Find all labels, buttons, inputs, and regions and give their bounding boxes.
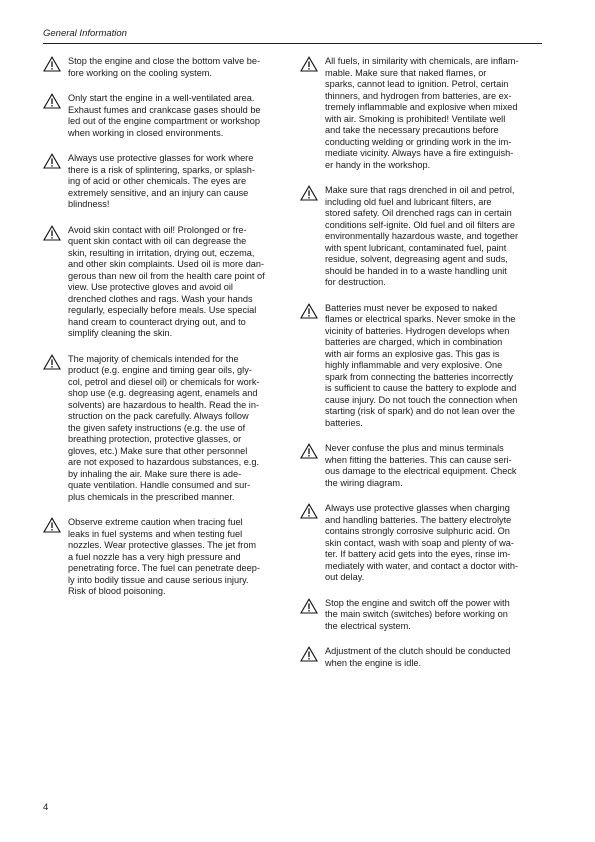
warning-triangle-icon: [300, 503, 318, 519]
warning-text: Avoid skin contact with oil! Prolonged or fre- quent skin contact with oil can degrease the skin, resulting in irritation, drying out, eczema, and other skin complaints. Used oil is more dan- gerous than new oil from the health care point of view. Use protective gloves and avoid oil drenched clothes and rags. Wash your hands regularly, especially before meals. Use special hand cream to counteract drying out, and to simplify cleaning the skin.: [68, 224, 265, 338]
warning-triangle-icon: [300, 443, 318, 459]
page-number: 4: [43, 802, 49, 813]
warning-text: Always use protective glasses for work where there is a risk of splintering, sparks, or splash- ing of acid or other chemicals. The eyes are extremely sensitive, and an injury can cause blindness!: [68, 153, 255, 209]
warning-triangle-icon: [43, 153, 61, 169]
warning-text: Observe extreme caution when tracing fuel leaks in fuel systems and when testing fuel nozzles. Wear protective glasses. The jet from a fuel nozzle has a very high pressure and penetrating force. The fuel can penetrate deep- ly into bodily tissue and cause serious injury. Risk of blood poisoning.: [68, 517, 260, 596]
warning-text: All fuels, in similarity with chemicals, are inflam- mable. Make sure that naked flames, or sparks, cannot lead to ignition. Petrol, certain thinners, and hydrogen from batteries, are ex- tremely inflammable and explosive when mixed with air. Smoking is prohibited! Ventilate well and take the necessary precautions before conducting welding or grinding work in the im- mediate vicinity. Always have a fire extinguish- er handy in the workshop.: [325, 56, 519, 170]
warning-text: The majority of chemicals intended for the product (e.g. engine and timing gear oils, gly- col, petrol and diesel oil) or chemicals for work- shop use (e.g. degreasing agent, enamels and solvents) are hazardous to health. Read the in- struction on the pack carefully. Always follow the given safety instructions (e.g. the use of breathing protection, protective glasses, or gloves, etc.) Make sure that other personnel are not exposed to hazardous substances, e.g. by inhaling the air. Make sure there is ade- quate ventilation. Handle consumed and sur- plus chemicals in the prescribed manner.: [68, 353, 260, 502]
warning-text: Adjustment of the clutch should be conducted when the engine is idle.: [325, 646, 511, 668]
warning-triangle-icon: [43, 93, 61, 109]
warning-triangle-icon: [300, 185, 318, 201]
warning-item: [300, 56, 525, 171]
warning-item: [300, 185, 525, 289]
warning-item: [43, 354, 268, 504]
warning-item: [43, 56, 268, 79]
warning-item: [300, 303, 525, 430]
warning-triangle-icon: [300, 56, 318, 72]
warning-item: [300, 646, 525, 669]
warning-item: [43, 517, 268, 598]
warning-triangle-icon: [300, 303, 318, 319]
right-column: [300, 56, 525, 683]
warning-item: [300, 598, 525, 633]
warning-text: Stop the engine and switch off the power with the main switch (switches) before working on the electrical system.: [325, 597, 510, 631]
warning-item: [43, 225, 268, 340]
warning-text: Always use protective glasses when charging and handling batteries. The battery electrolyte contains strongly corrosive sulphuric acid. On skin contact, wash with soap and plenty of wa- ter. If battery acid gets into the eyes, rinse im- mediately with water, and contact a doctor with- out delay.: [325, 503, 519, 582]
warning-text: Only start the engine in a well-ventilated area. Exhaust fumes and crankcase gases should be led out of the engine compartment or workshop when working in closed environments.: [68, 93, 261, 138]
warning-triangle-icon: [43, 56, 61, 72]
warning-text: Batteries must never be exposed to naked flames or electrical sparks. Never smoke in the vicinity of batteries. Hydrogen develops when batteries are charged, which in combination with air forms an explosive gas. This gas is highly inflammable and very explosive. One spark from connecting the batteries incorrectly is sufficient to cause the battery to explode and cause injury. Do not touch the connection when starting (risk of spark) and do not lean over the batteries.: [325, 302, 518, 428]
warning-triangle-icon: [43, 225, 61, 241]
section-title: General Information: [43, 28, 127, 39]
warning-item: [300, 503, 525, 584]
warning-triangle-icon: [43, 517, 61, 533]
left-column: [43, 56, 268, 612]
warning-triangle-icon: [300, 598, 318, 614]
warning-item: [43, 93, 268, 139]
warning-text: Stop the engine and close the bottom valve be- fore working on the cooling system.: [68, 56, 261, 78]
warning-item: [43, 153, 268, 211]
page-header: [43, 27, 542, 44]
warning-triangle-icon: [43, 354, 61, 370]
warning-text: Never confuse the plus and minus terminals when fitting the batteries. This can cause seri- ous damage to the electrical equipment. Check the wiring diagram.: [325, 443, 517, 488]
warning-item: [300, 443, 525, 489]
warning-text: Make sure that rags drenched in oil and petrol, including old fuel and lubricant filters, are stored safety. Oil drenched rags can in certain conditions self-ignite. Old fuel and oil filters are environmentally hazardous waste, and together with spent lubricant, contaminated fuel, paint residue, solvent, degreasing agent and suds, should be handed in to a waste handling unit for destruction.: [325, 185, 519, 287]
warning-triangle-icon: [300, 646, 318, 662]
